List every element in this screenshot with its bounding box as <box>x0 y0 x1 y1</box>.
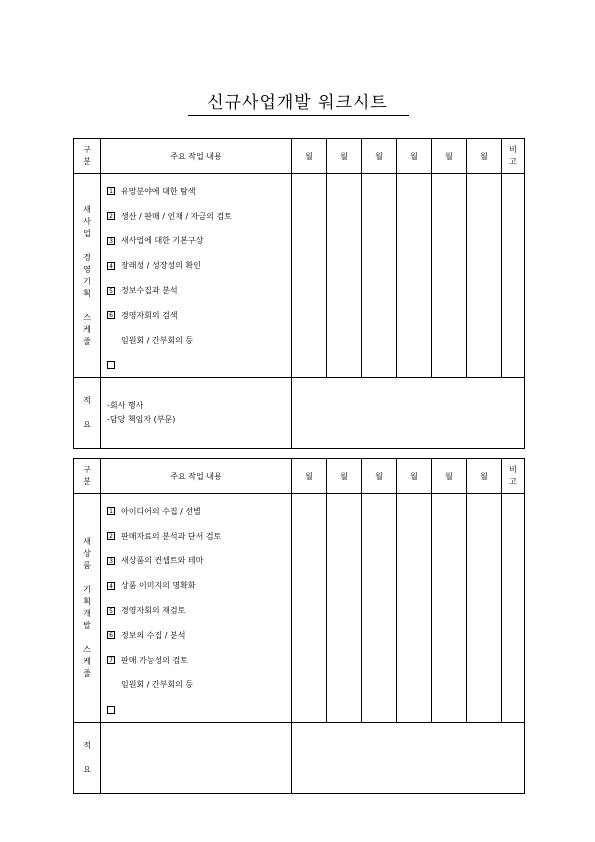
summary-notes[interactable] <box>101 378 292 449</box>
task-number-box: 4 <box>107 262 115 270</box>
task-item: 4 장래성 / 성장성의 확인 <box>107 253 291 278</box>
month-header: 월 <box>432 139 467 174</box>
month-cell[interactable] <box>292 494 327 723</box>
task-item-empty <box>107 697 291 722</box>
header-row <box>74 459 525 494</box>
task-item: 6 정보의 수집 / 분석 <box>107 623 291 648</box>
page-title: 신규사업개발 워크시트 <box>207 93 388 113</box>
summary-row <box>74 723 525 794</box>
month-header: 월 <box>362 459 397 494</box>
summary-row <box>74 378 525 449</box>
note-line: -담당 책임자 (부문) <box>107 415 176 425</box>
month-header: 월 <box>397 139 432 174</box>
summary-label: 적 요 <box>74 723 101 794</box>
task-list <box>101 174 292 378</box>
title-underline <box>188 115 409 116</box>
task-number-box: 6 <box>107 311 115 319</box>
task-item: 5 경영자회의 재검토 <box>107 598 291 623</box>
month-header: 월 <box>327 459 362 494</box>
category-header: 구 분 <box>74 139 101 174</box>
task-item: 3 새사업에 대한 기본구상 <box>107 229 291 254</box>
task-number-box: 2 <box>107 212 115 220</box>
remarks-header: 비 고 <box>502 459 525 494</box>
category-label: 새 상 품 기 획 개 발 스 케 줄 <box>74 494 101 723</box>
task-item: 7 판매 가능성의 검토 <box>107 648 291 673</box>
task-item: 임원회 / 간부회의 등 <box>121 335 194 345</box>
month-header: 월 <box>467 459 502 494</box>
task-number-box: 2 <box>107 532 115 540</box>
task-item: 5 정보수집과 분석 <box>107 278 291 303</box>
task-item: 임원회 / 간부회의 등 <box>121 680 194 690</box>
schedule-row <box>74 494 525 723</box>
task-item: 6 경영자회의 검색 <box>107 303 291 328</box>
summary-label: 적 요 <box>74 378 101 449</box>
task-number-box: 3 <box>107 237 115 245</box>
category-header: 구 분 <box>74 459 101 494</box>
month-cell[interactable] <box>292 174 327 378</box>
summary-detail-cell[interactable] <box>292 723 525 794</box>
task-number-box: 5 <box>107 287 115 295</box>
month-cell[interactable] <box>362 174 397 378</box>
task-number-box: 3 <box>107 557 115 565</box>
task-item: 2 판매자료의 분석과 단서 검토 <box>107 524 291 549</box>
month-cell[interactable] <box>397 174 432 378</box>
task-item: 3 새상품의 컨셉트와 테마 <box>107 549 291 574</box>
note-line: -회사 행사 <box>107 401 144 411</box>
month-cell[interactable] <box>362 494 397 723</box>
month-header: 월 <box>362 139 397 174</box>
worksheet-table-new-business <box>73 138 525 449</box>
task-number-box: 4 <box>107 582 115 590</box>
header-row <box>74 139 525 174</box>
month-cell[interactable] <box>327 494 362 723</box>
task-item: 1 아이디어의 수집 / 선별 <box>107 499 291 524</box>
summary-notes[interactable] <box>101 723 292 794</box>
month-header: 월 <box>292 139 327 174</box>
worksheet-table-new-product <box>73 458 525 794</box>
checkbox-icon <box>107 706 115 714</box>
month-cell[interactable] <box>467 494 502 723</box>
remarks-cell[interactable] <box>502 174 525 378</box>
task-item: 1 유망분야에 대한 탐색 <box>107 179 291 204</box>
task-item: 4 상품 이미지의 명확화 <box>107 573 291 598</box>
category-label: 새 사 업 경 영 기 획 스 케 줄 <box>74 174 101 378</box>
schedule-row <box>74 174 525 378</box>
month-header: 월 <box>292 459 327 494</box>
task-list <box>101 494 292 723</box>
month-header: 월 <box>432 459 467 494</box>
month-cell[interactable] <box>432 174 467 378</box>
month-cell[interactable] <box>467 174 502 378</box>
remarks-header: 비 고 <box>502 139 525 174</box>
remarks-cell[interactable] <box>502 494 525 723</box>
month-header: 월 <box>327 139 362 174</box>
task-number-box: 1 <box>107 187 115 195</box>
checkbox-icon <box>107 361 115 369</box>
tasks-header: 주요 작업 내용 <box>101 459 292 494</box>
month-cell[interactable] <box>327 174 362 378</box>
summary-detail-cell[interactable] <box>292 378 525 449</box>
task-number-box: 1 <box>107 507 115 515</box>
task-number-box: 5 <box>107 607 115 615</box>
tasks-header: 주요 작업 내용 <box>101 139 292 174</box>
month-header: 월 <box>397 459 432 494</box>
task-number-box: 6 <box>107 631 115 639</box>
month-cell[interactable] <box>397 494 432 723</box>
task-item: 2 생산 / 판매 / 인재 / 자금의 검토 <box>107 204 291 229</box>
task-item-empty <box>107 353 291 378</box>
task-number-box: 7 <box>107 656 115 664</box>
month-cell[interactable] <box>432 494 467 723</box>
month-header: 월 <box>467 139 502 174</box>
